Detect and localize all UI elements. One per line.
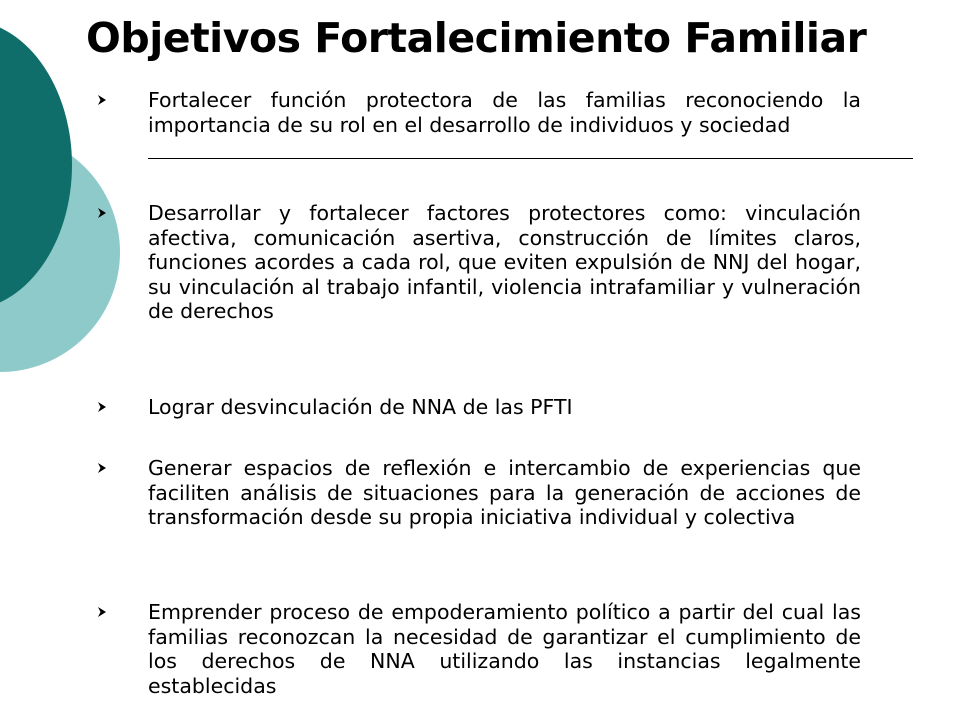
objective-text: Emprender proceso de empoderamiento político a partir del cual las familias reconozcan la necesidad de garantizar el cumplimiento de los derechos de NNA utilizando las instancias legalmente establecidas (148, 600, 861, 698)
arrowhead-bullet-icon (94, 92, 110, 108)
arrowhead-bullet-icon (94, 460, 110, 476)
objective-item (148, 201, 861, 324)
objective-item (148, 600, 861, 698)
arrowhead-bullet-icon (94, 205, 110, 221)
objective-text: Generar espacios de reflexión e intercambio de experiencias que faciliten análisis de situaciones para la generación de acciones de transformación desde su propia iniciativa individual y colectiva (148, 456, 861, 529)
arrowhead-bullet-icon (94, 399, 110, 415)
slide-title: Objetivos Fortalecimiento Familiar (86, 14, 867, 62)
objective-text: Lograr desvinculación de NNA de las PFTI (148, 395, 573, 419)
divider-rule (148, 158, 913, 159)
objective-text: Desarrollar y fortalecer factores protectores como: vinculación afectiva, comunicación asertiva, construcción de límites claros, funciones acordes a cada rol, que eviten expulsión de NNJ del hogar, su vinculación al trabajo infantil, violencia intrafamiliar y vulneración de derechos (148, 201, 861, 323)
objective-item (148, 395, 861, 420)
objective-text: Fortalecer función protectora de las familias reconociendo la importancia de su rol en el desarrollo de individuos y sociedad (148, 88, 861, 137)
objective-item (148, 88, 861, 137)
arrowhead-bullet-icon (94, 604, 110, 620)
objective-item (148, 456, 861, 530)
